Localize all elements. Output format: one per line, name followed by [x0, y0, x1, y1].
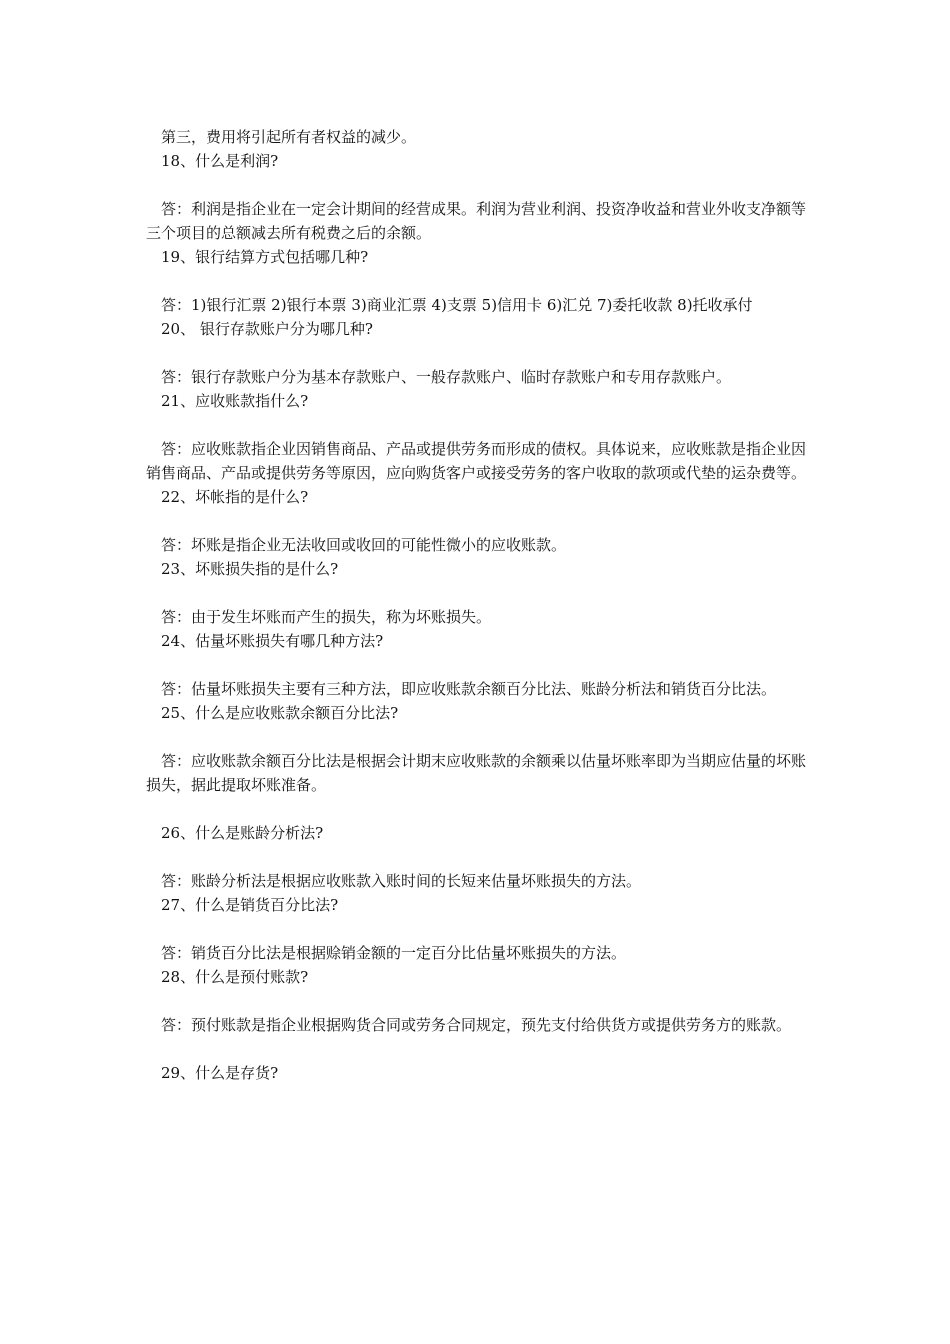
- blank-line: [146, 341, 810, 365]
- answer-paragraph: 答：坏账是指企业无法收回或收回的可能性微小的应收账款。: [161, 536, 567, 554]
- blank-line: [146, 1037, 810, 1061]
- blank-line: [146, 917, 810, 941]
- question-heading: 29、什么是存货?: [161, 1064, 279, 1082]
- question-heading: 26、什么是账龄分析法?: [161, 824, 324, 842]
- blank-line: [146, 653, 810, 677]
- blank-line: [146, 413, 810, 437]
- answer-paragraph: 答：利润是指企业在一定会计期间的经营成果。利润为营业利润、投资净收益和营业外收支净额等三个项目的总额减去所有税费之后的余额。: [146, 200, 807, 242]
- blank-line: [146, 797, 810, 821]
- question-heading: 21、应收账款指什么?: [161, 392, 309, 410]
- answer-paragraph: 答：由于发生坏账而产生的损失，称为坏账损失。: [161, 608, 492, 626]
- blank-line: [146, 509, 810, 533]
- question-heading: 19、银行结算方式包括哪几种?: [161, 248, 369, 266]
- document-body: [146, 125, 810, 1085]
- answer-paragraph: 答：账龄分析法是根据应收账款入账时间的长短来估量坏账损失的方法。: [161, 872, 642, 890]
- blank-line: [146, 269, 810, 293]
- question-heading: 18、什么是利润?: [161, 152, 279, 170]
- answer-paragraph: 答：估量坏账损失主要有三种方法，即应收账款余额百分比法、账龄分析法和销货百分比法。: [161, 680, 777, 698]
- question-heading: 24、估量坏账损失有哪几种方法?: [161, 632, 384, 650]
- blank-line: [146, 725, 810, 749]
- answer-paragraph: 答：银行存款账户分为基本存款账户、一般存款账户、临时存款账户和专用存款账户。: [161, 368, 732, 386]
- blank-line: [146, 989, 810, 1013]
- question-heading: 25、什么是应收账款余额百分比法?: [161, 704, 399, 722]
- blank-line: [146, 173, 810, 197]
- answer-paragraph: 答：预付账款是指企业根据购货合同或劳务合同规定，预先支付给供货方或提供劳务方的账款。: [161, 1016, 792, 1034]
- answer-paragraph: 答：应收账款余额百分比法是根据会计期末应收账款的余额乘以估量坏账率即为当期应估量的坏账损失，据此提取坏账准备。: [146, 752, 807, 794]
- question-heading: 23、坏账损失指的是什么?: [161, 560, 339, 578]
- question-heading: 27、什么是销货百分比法?: [161, 896, 339, 914]
- blank-line: [146, 845, 810, 869]
- answer-paragraph: 答：销货百分比法是根据赊销金额的一定百分比估量坏账损失的方法。: [161, 944, 627, 962]
- blank-line: [146, 581, 810, 605]
- answer-paragraph: 答：1)银行汇票 2)银行本票 3)商业汇票 4)支票 5)信用卡 6)汇兑 7)委托收款 8)托收承付: [161, 296, 753, 314]
- question-heading: 20、 银行存款账户分为哪几种?: [161, 320, 373, 338]
- body-paragraph: 第三，费用将引起所有者权益的减少。: [161, 128, 417, 146]
- question-heading: 28、什么是预付账款?: [161, 968, 309, 986]
- answer-paragraph: 答：应收账款指企业因销售商品、产品或提供劳务而形成的债权。具体说来，应收账款是指企业因销售商品、产品或提供劳务等原因，应向购货客户或接受劳务的客户收取的款项或代垫的运杂费等。: [146, 440, 807, 482]
- question-heading: 22、坏帐指的是什么?: [161, 488, 309, 506]
